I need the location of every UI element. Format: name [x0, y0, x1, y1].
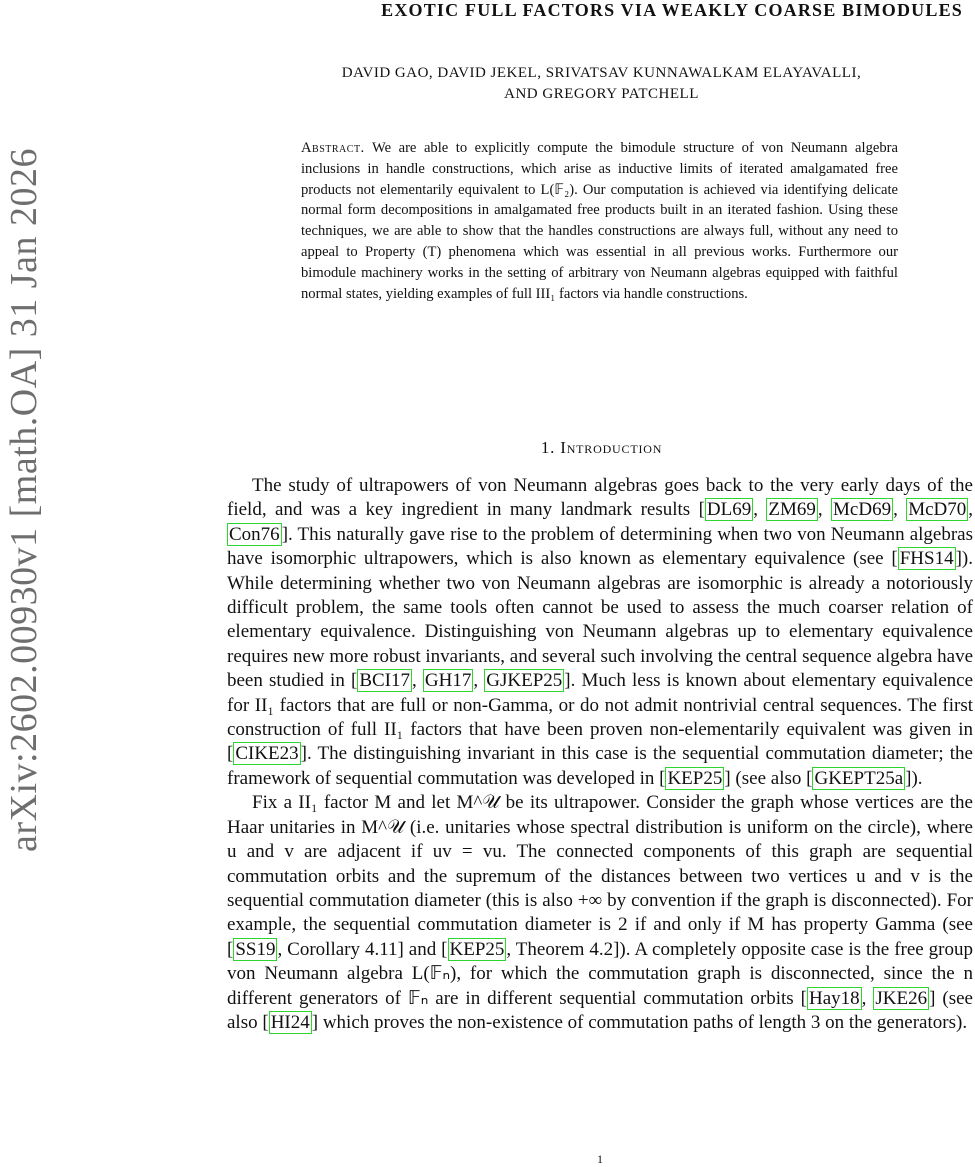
- author-list: [228, 63, 975, 105]
- citation-link[interactable]: Hay18: [809, 987, 860, 1009]
- citation-link[interactable]: ZM69: [768, 499, 816, 521]
- section-heading: [228, 438, 975, 458]
- citation-link[interactable]: Con76: [229, 523, 280, 545]
- citation-link[interactable]: CIKE23: [235, 743, 299, 765]
- arxiv-identifier: arXiv:2602.00930v1 [math.OA] 31 Jan 2026: [3, 148, 45, 852]
- abstract: [301, 138, 898, 304]
- citation-link[interactable]: JKE26: [875, 987, 928, 1009]
- citation-link[interactable]: FHS14: [899, 548, 954, 570]
- paper-title: EXOTIC FULL FACTORS VIA WEAKLY COARSE BIMODULES: [381, 0, 963, 20]
- citation-link[interactable]: McD70: [908, 499, 967, 521]
- citation-link[interactable]: GH17: [424, 670, 472, 692]
- citation-link[interactable]: KEP25: [449, 938, 505, 960]
- paragraph-2: Fix a II₁ factor M and let M^𝒰 be its ultrapower. Consider the graph whose vertices are the Haar unitaries in M^𝒰 (i.e. unitaries whose spectral distribution is uniform on the circle), where u and v are adjacent if uv = vu. The connected components of this graph are sequential commutation orbits and the supremum of the distances between two vertices u and v is the sequential commutation diameter (this is also +∞ by convention if the graph is disconnected). For example, the sequential commutation diameter is 2 if and only if M has property Gamma (see [ SS19 , Corollary 4.11] and [ KEP25 , Theorem 4.2]). A completely opposite case is the free group von Neumann algebra L(𝔽ₙ), for which the commutation graph is disconnected, since the n different generators of 𝔽ₙ are in different sequential commutation orbits [ Hay18 , JKE26 ] (see also [ HI24 ] which proves the non-existence of commutation paths of length 3 on the generators).: [227, 792, 973, 1033]
- abstract-label: Abstract.: [301, 140, 365, 156]
- body-text: [227, 474, 973, 1035]
- citation-link[interactable]: GKEPT25a: [814, 767, 904, 789]
- paragraph-1: The study of ultrapowers of von Neumann algebras goes back to the very early days of the field, and was a key ingredient in many landmark results [ DL69 , ZM69 , McD69 , McD70 , Con76 ]. This naturally gave rise to the problem of determining when two von Neumann algebras have isomorphic ultrapowers, which is also known as elementary equivalence (see [ FHS14 ]). While determining whether two von Neumann algebras are isomorphic is already a notoriously difficult problem, the same tools often cannot be used to assess the much coarser relation of elementary equivalence. Distinguishing von Neumann algebras up to elementary equivalence requires new more robust invariants, and several such involving the central sequence algebra have been studied in [ BCI17 , GH17 , GJKEP25 ]. Much less is known about elementary equivalence for II₁ factors that are full or non-Gamma, or do not admit nontrivial central sequences. The first construction of full II₁ factors that have been proven non-elementarily equivalent was given in [ CIKE23 ]. The distinguishing invariant in this case is the sequential commutation diameter; the framework of sequential commutation was developed in [ KEP25 ] (see also [ GKEPT25a ]).: [227, 475, 974, 789]
- arxiv-sidebar: [0, 120, 48, 920]
- citation-link[interactable]: HI24: [270, 1011, 310, 1033]
- citation-link[interactable]: GJKEP25: [486, 670, 563, 692]
- author-line-1: DAVID GAO, DAVID JEKEL, SRIVATSAV KUNNAWALKAM ELAYAVALLI,: [341, 65, 862, 81]
- page-number: 1: [597, 1152, 603, 1166]
- author-line-2: AND GREGORY PATCHELL: [504, 86, 699, 102]
- citation-link[interactable]: McD69: [833, 499, 892, 521]
- section-number: 1.: [540, 438, 556, 457]
- citation-link[interactable]: SS19: [235, 938, 276, 960]
- citation-link[interactable]: DL69: [706, 499, 752, 521]
- citation-link[interactable]: BCI17: [359, 670, 411, 692]
- section-title: Introduction: [560, 438, 663, 457]
- citation-link[interactable]: KEP25: [667, 767, 723, 789]
- abstract-text: We are able to explicitly compute the bimodule structure of von Neumann algebra inclusions in handle constructions, which arise as inductive limits of iterated amalgamated free products not elementarily equivalent to L(𝔽₂). Our computation is achieved via identifying delicate normal form decompositions in amalgamated free products built in an iterated fashion. Using these techniques, we are able to show that the handles constructions are always full, without any need to appeal to Property (T) phenomena which was essential in all previous works. Furthermore our bimodule machinery works in the setting of arbitrary von Neumann algebras equipped with faithful normal states, yielding examples of full III₁ factors via handle constructions.: [301, 140, 898, 302]
